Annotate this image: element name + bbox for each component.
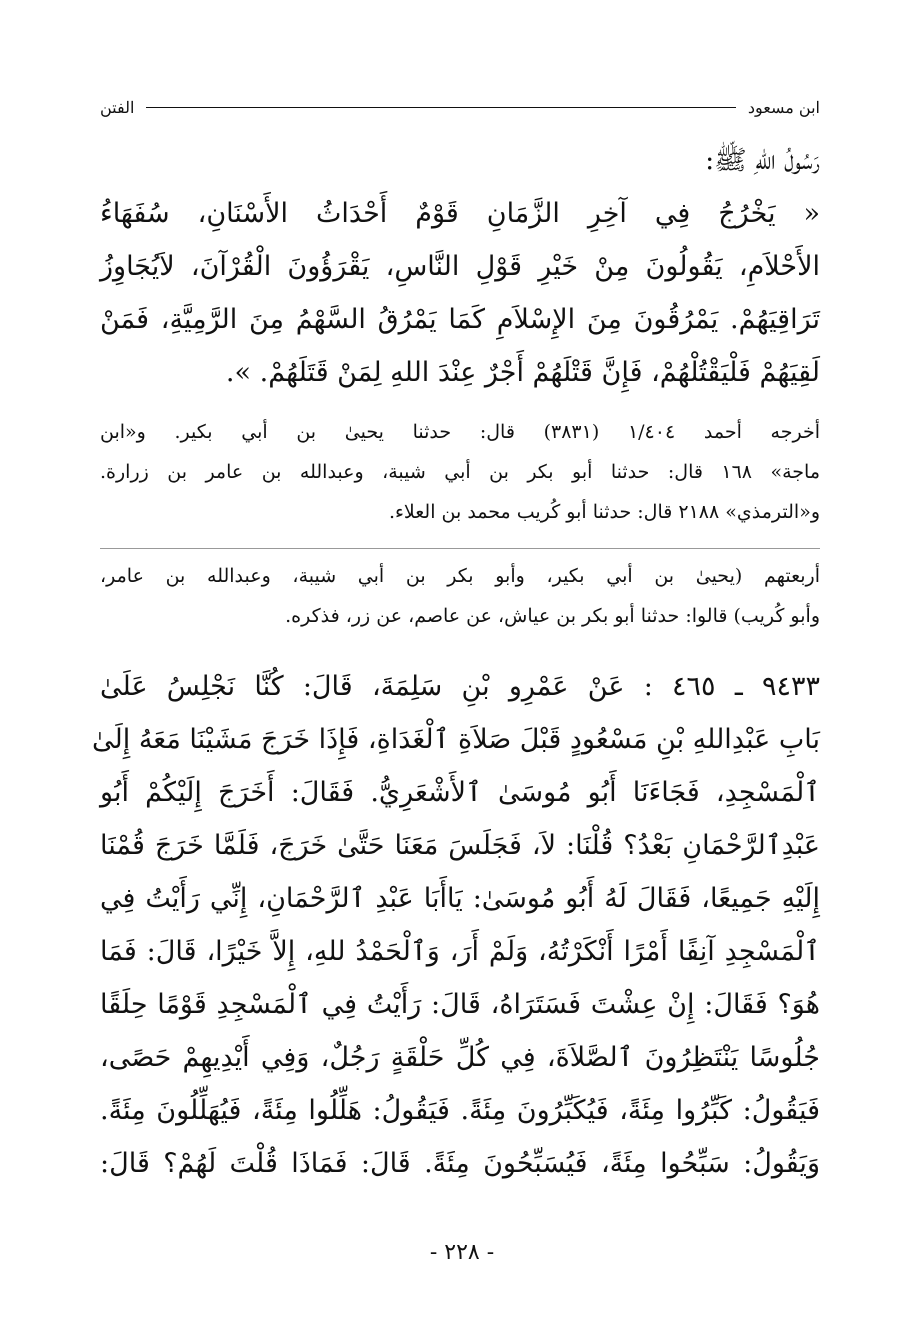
header-chapter-title: الفتن [100,97,135,117]
footnote-takhrij [100,412,820,532]
intro-line: رَسُولُ اللهِ ﷺ: [705,145,820,176]
hadith-block [100,134,820,399]
footnote-divider [100,548,820,549]
hadith-line: الأَحْلاَمِ، يَقُولُونَ مِنْ خَيْرِ قَوْلِ النَّاسِ، يَقْرَؤُونَ الْقُرْآنَ، لاَيُجَاوِزُ [100,251,820,282]
narration-line: جُلُوسًا يَنْتَظِرُونَ ٱلصَّلاَةَ، فِي كُلِّ حَلْقَةٍ رَجُلٌ، وَفِي أَيْدِيهِمْ حَصًى، [100,1042,820,1073]
footnote-line: ماجة» ١٦٨ قال: حدثنا أبو بكر بن أبي شيبة، وعبدالله بن عامر بن زرارة. [100,461,820,483]
hadith-line: « يَخْرُجُ فِي آخِرِ الزَّمَانِ قَوْمٌ أَحْدَاثُ الأَسْنَانِ، سُفَهَاءُ [100,198,820,229]
hadith-line: تَرَاقِيَهُمْ. يَمْرُقُونَ مِنَ الإِسْلاَمِ كَمَا يَمْرُقُ السَّهْمُ مِنَ الرَّمِيَّةِ، فَمَنْ [100,304,820,335]
header-section-title: ابن مسعود [747,97,820,117]
narration-line: ٱلْمَسْجِدِ آنِفًا أَمْرًا أَنْكَرْتُهُ، وَلَمْ أَرَ، وَٱلْحَمْدُ للهِ، إِلاَّ خَيْرًا، قَالَ: فَمَا [100,936,820,967]
page-number: - ٢٢٨ - [429,1240,495,1265]
footnote-line: وأبو كُريب) قالوا: حدثنا أبو بكر بن عياش، عن عاصم، عن زر، فذكره. [285,605,820,627]
footnote-line: أربعتهم (يحيىٰ بن أبي بكير، وأبو بكر بن أبي شيبة، وعبدالله بن عامر، [100,565,820,587]
narration-line: ٱلْمَسْجِدِ، فَجَاءَنَا أَبُو مُوسَىٰ ٱلأَشْعَرِيُّ. فَقَالَ: أَخَرَجَ إِلَيْكُمْ أَبُو [100,777,820,808]
footnote-line: أخرجه أحمد ١/٤٠٤ (٣٨٣١) قال: حدثنا يحيىٰ بن أبي بكير. و«ابن [100,421,820,443]
narration-line: فَيَقُولُ: كَبِّرُوا مِئَةً، فَيُكَبِّرُونَ مِئَةً. فَيَقُولُ: هَلِّلُوا مِئَةً، فَيُهَلِّلُونَ مِئَةً. [100,1095,820,1126]
narration-line: ٩٤٣٣ ـ ٤٦٥ : عَنْ عَمْرِو بْنِ سَلِمَةَ، قَالَ: كُنَّا نَجْلِسُ عَلَىٰ [100,671,820,702]
narration-line: عَبْدِٱلرَّحْمَانِ بَعْدُ؟ قُلْنَا: لاَ، فَجَلَسَ مَعَنَا حَتَّىٰ خَرَجَ، فَلَمَّا خَرَجَ قُمْنَا [100,830,820,861]
narration-block [92,660,820,1190]
running-header [100,92,820,122]
hadith-line: لَقِيَهُمْ فَلْيَقْتُلْهُمْ، فَإِنَّ قَتْلَهُمْ أَجْرٌ عِنْدَ اللهِ لِمَنْ قَتَلَهُمْ. ». [225,357,820,388]
footnote-chain [100,556,820,636]
footnote-line: و«الترمذي» ٢١٨٨ قال: حدثنا أبو كُريب محمد بن العلاء. [388,501,820,523]
narration-line: إِلَيْهِ جَمِيعًا، فَقَالَ لَهُ أَبُو مُوسَىٰ: يَاأَبَا عَبْدِ ٱلرَّحْمَانِ، إِنِّي رَأَيْتُ فِي [100,883,820,914]
narration-line: وَيَقُولُ: سَبِّحُوا مِئَةً، فَيُسَبِّحُونَ مِئَةً. قَالَ: فَمَاذَا قُلْتَ لَهُمْ؟ قَالَ: [100,1148,820,1179]
narration-line: بَابِ عَبْدِاللهِ بْنِ مَسْعُودٍ قَبْلَ صَلاَةِ ٱلْغَدَاةِ، فَإِذَا خَرَجَ مَشَيْنَا مَعَهُ إِلَىٰ [92,724,820,755]
header-rule [146,107,735,108]
narration-line: هُوَ؟ فَقَالَ: إِنْ عِشْتَ فَسَتَرَاهُ، قَالَ: رَأَيْتُ فِي ٱلْمَسْجِدِ قَوْمًا حِلَقًا [100,989,820,1020]
